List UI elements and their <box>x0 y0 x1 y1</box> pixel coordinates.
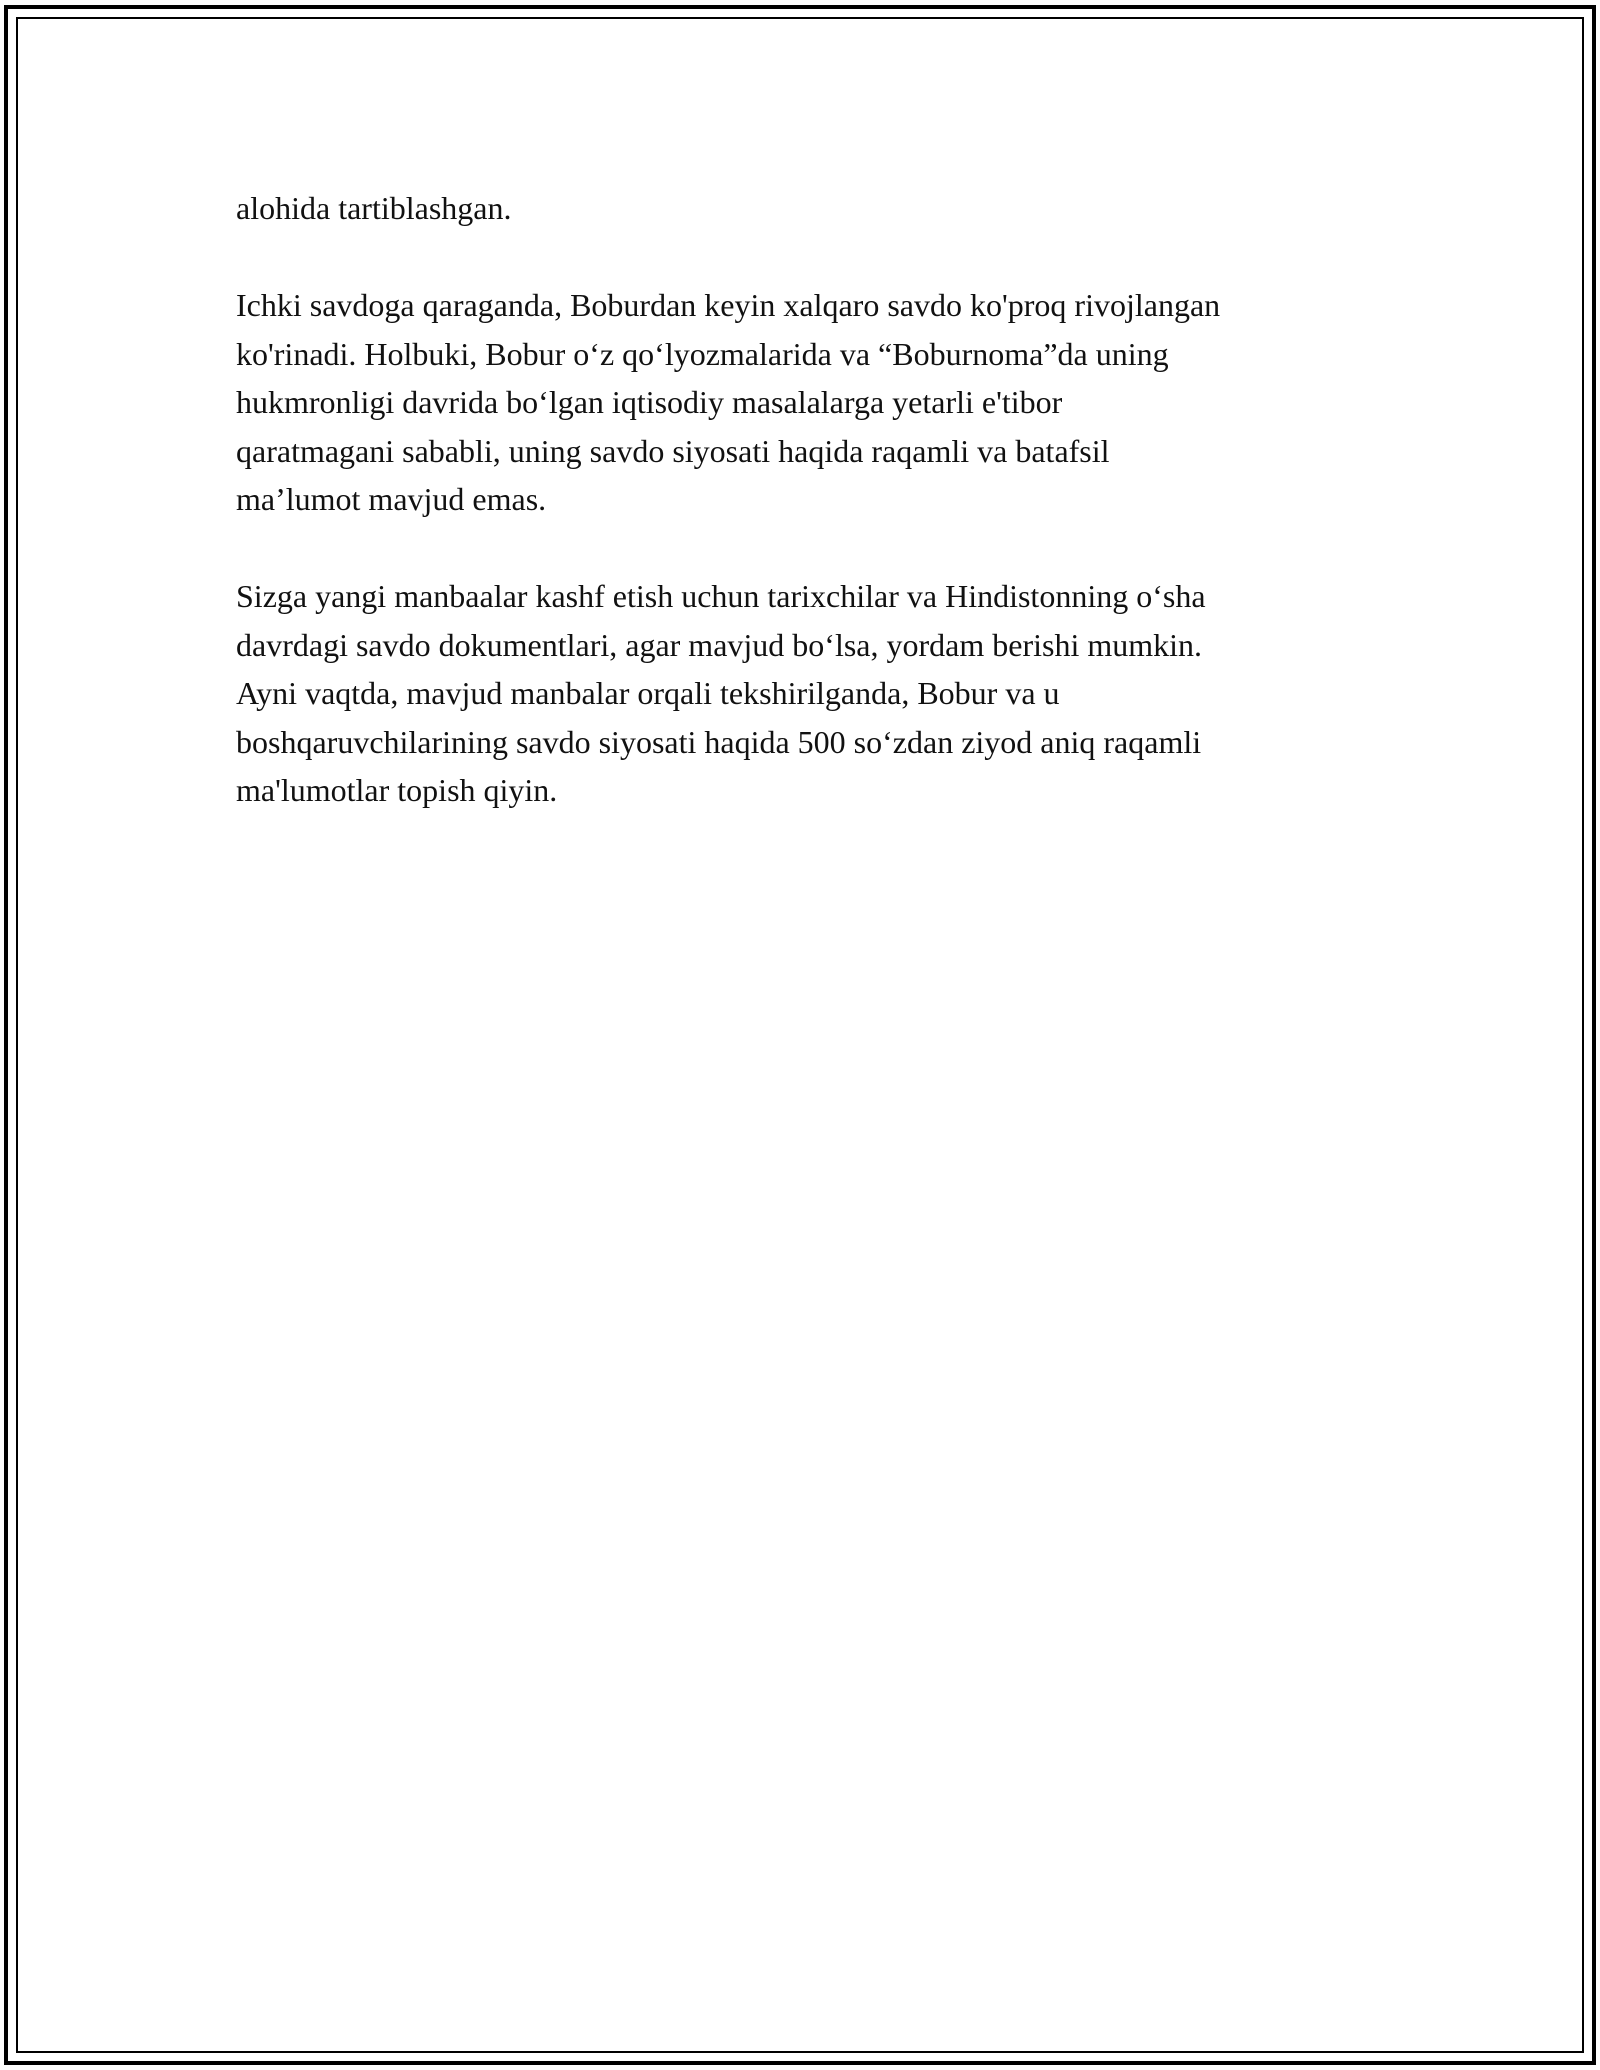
text-line: ma'lumotlar topish qiyin. <box>236 772 558 808</box>
text-line: boshqaruvchilarining savdo siyosati haqida 500 so‘zdan ziyod aniq raqamli <box>236 723 1202 760</box>
text-line: hukmronligi davrida bo‘lgan iqtisodiy masalalarga yetarli e'tibor <box>236 384 1063 420</box>
text-line: Ichki savdoga qaraganda, Boburdan keyin xalqaro savdo ko'proq rivojlangan <box>236 287 1221 323</box>
text-line: alohida tartiblashgan. <box>236 190 512 226</box>
paragraph-3 <box>236 572 1386 815</box>
text-line: Ayni vaqtda, mavjud manbalar orqali tekshirilganda, Bobur va u <box>236 675 1060 711</box>
text-line: ma’lumot mavjud emas. <box>236 481 547 517</box>
text-line: qaratmagani sababli, uning savdo siyosati haqida raqamli va batafsil <box>236 432 1110 469</box>
document-body <box>236 184 1386 863</box>
paragraph-2 <box>236 281 1386 524</box>
text-line: davrdagi savdo dokumentlari, agar mavjud bo‘lsa, yordam berishi mumkin. <box>236 626 1202 663</box>
text-line: Sizga yangi manbaalar kashf etish uchun tarixchilar va Hindistonning o‘sha <box>236 578 1206 614</box>
text-line: ko'rinadi. Holbuki, Bobur o‘z qo‘lyozmalarida va “Boburnoma”da uning <box>236 335 1169 372</box>
paragraph-1 <box>236 184 1386 233</box>
